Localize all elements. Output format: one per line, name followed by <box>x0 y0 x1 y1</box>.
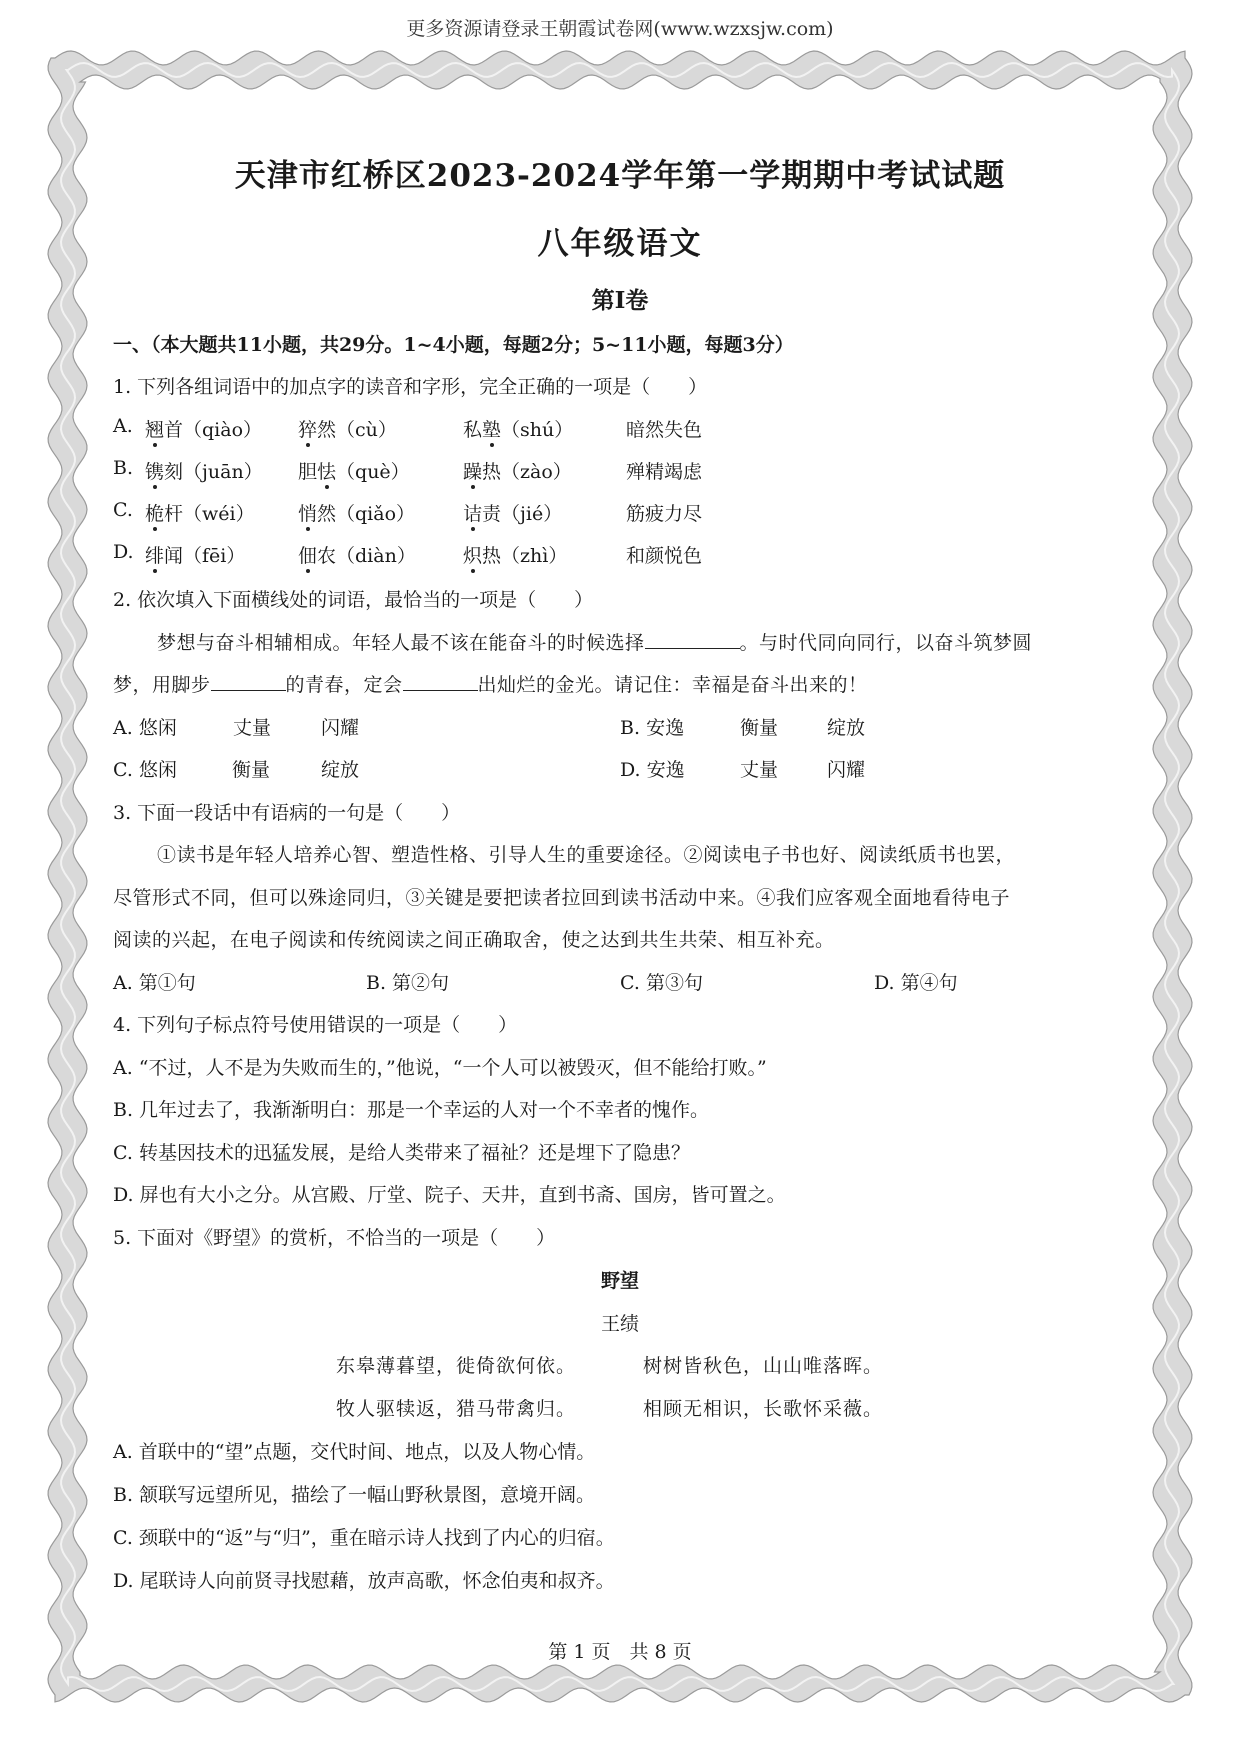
q4-option-a: A. “不过，人不是为失败而生的，”他说，“一个人可以被毁灭，但不能给打败。” <box>113 1057 767 1079</box>
q2-option-c-word3: 绽放 <box>321 759 360 781</box>
q2-option-b-word2: 衡量 <box>740 717 779 739</box>
q1-b-word2: 胆怯（què） <box>298 461 410 483</box>
q2-option-b: B. 安逸 <box>620 717 685 739</box>
q1-b-word1: 镌刻（juān） <box>145 461 263 483</box>
q1-c-word2: 悄然（qiǎo） <box>298 503 416 525</box>
answer-blank <box>645 648 740 649</box>
poem-line-2a: 牧人驱犊返，猎马带禽归。 <box>336 1398 577 1420</box>
header-note: 更多资源请登录王朝霞试卷网(www.wzxsjw.com) <box>406 18 834 40</box>
section-heading: 一、（本大题共11小题，共29分。1~4小题，每题2分；5~11小题，每题3分） <box>113 334 794 356</box>
q1-stem: 1. 下列各组词语中的加点字的读音和字形，完全正确的一项是（ ） <box>113 376 708 398</box>
q1-d-word4: 和颜悦色 <box>626 545 703 567</box>
q3-passage-line1: ①读书是年轻人培养心智、塑造性格、引导人生的重要途径。②阅读电子书也好、阅读纸质书也罢， <box>157 844 1016 866</box>
q2-passage-line1: 梦想与奋斗相辅相成。年轻人最不该在能奋斗的时候选择 。与时代同向同行，以奋斗筑梦圆 <box>157 632 1033 654</box>
q3-passage-line3: 阅读的兴起，在电子阅读和传统阅读之间正确取舍，使之达到共生共荣、相互补充。 <box>113 929 835 951</box>
q2-option-a: A. 悠闲 <box>113 717 177 739</box>
q3-stem: 3. 下面一段话中有语病的一句是（ ） <box>113 802 461 824</box>
q3-option-b: B. 第②句 <box>366 972 450 994</box>
q1-a-word4: 暗然失色 <box>626 419 703 441</box>
q2-option-d-word2: 丈量 <box>740 759 779 781</box>
q1-a-word3: 私塾（shú） <box>463 419 574 441</box>
q3-option-d: D. 第④句 <box>874 972 958 994</box>
q1-b-word3: 躁热（zào） <box>463 461 572 483</box>
q3-option-c: C. 第③句 <box>620 972 703 994</box>
q1-option-label: A. <box>113 415 133 437</box>
poem-line-1b: 树树皆秋色，山山唯落晖。 <box>643 1355 884 1377</box>
q5-option-b: B. 颔联写远望所见，描绘了一幅山野秋景图，意境开阔。 <box>113 1484 596 1506</box>
exam-title: 天津市红桥区2023-2024学年第一学期期中考试试题 <box>234 158 1006 194</box>
q4-stem: 4. 下列句子标点符号使用错误的一项是（ ） <box>113 1014 518 1036</box>
q1-a-word1: 翘首（qiào） <box>145 419 263 441</box>
q1-d-word1: 绯闻（fēi） <box>145 545 246 567</box>
answer-blank <box>211 690 286 691</box>
exam-subject: 八年级语文 <box>537 226 703 262</box>
q2-option-a-word3: 闪耀 <box>321 717 360 739</box>
q1-option-label: B. <box>113 457 134 479</box>
q2-stem: 2. 依次填入下面横线处的词语，最恰当的一项是（ ） <box>113 589 594 611</box>
q4-option-d: D. 屏也有大小之分。从宫殿、厅堂、院子、天井，直到书斋、国房，皆可置之。 <box>113 1184 786 1206</box>
q3-passage-line2: 尽管形式不同，但可以殊途同归，③关键是要把读者拉回到读书活动中来。④我们应客观全面地看待电子 <box>113 887 1011 909</box>
q2-option-a-word2: 丈量 <box>233 717 272 739</box>
q5-option-c: C. 颈联中的“返”与“归”，重在暗示诗人找到了内心的归宿。 <box>113 1527 615 1549</box>
q2-option-b-word3: 绽放 <box>827 717 866 739</box>
q2-option-c-word2: 衡量 <box>232 759 271 781</box>
volume-label: 第Ⅰ卷 <box>591 287 649 314</box>
q1-a-word2: 猝然（cù） <box>298 419 397 441</box>
q1-d-word3: 炽热（zhì） <box>463 545 568 567</box>
q2-option-c: C. 悠闲 <box>113 759 177 781</box>
q1-option-label: D. <box>113 541 134 563</box>
q1-b-word4: 殚精竭虑 <box>626 461 703 483</box>
q5-option-a: A. 首联中的“望”点题，交代时间、地点，以及人物心情。 <box>113 1441 596 1463</box>
poem-title: 野望 <box>600 1270 639 1292</box>
q5-option-d: D. 尾联诗人向前贤寻找慰藉，放声高歌，怀念伯夷和叔齐。 <box>113 1570 615 1592</box>
q4-option-c: C. 转基因技术的迅猛发展，是给人类带来了福祉？还是埋下了隐患？ <box>113 1142 690 1164</box>
poem-line-1a: 东皋薄暮望，徙倚欲何依。 <box>336 1355 577 1377</box>
q2-option-d: D. 安逸 <box>620 759 685 781</box>
q1-c-word4: 筋疲力尽 <box>626 503 703 525</box>
q1-c-word1: 桅杆（wéi） <box>145 503 255 525</box>
answer-blank <box>403 690 478 691</box>
q2-option-d-word3: 闪耀 <box>827 759 866 781</box>
q4-option-b: B. 几年过去了，我渐渐明白：那是一个幸运的人对一个不幸者的愧作。 <box>113 1099 710 1121</box>
q2-passage-line2: 梦，用脚步 的青春，定会 出灿烂的金光。请记住：幸福是奋斗出来的！ <box>113 674 868 696</box>
q1-c-word3: 诘责（jié） <box>463 503 563 525</box>
q3-option-a: A. 第①句 <box>113 972 196 994</box>
page-number: 第 1 页 共 8 页 <box>548 1641 692 1663</box>
poem-line-2b: 相顾无相识，长歌怀采薇。 <box>643 1398 884 1420</box>
q1-d-word2: 佃农（diàn） <box>298 545 416 567</box>
q1-option-label: C. <box>113 499 133 521</box>
q5-stem: 5. 下面对《野望》的赏析，不恰当的一项是（ ） <box>113 1227 556 1249</box>
poem-author: 王绩 <box>600 1313 639 1335</box>
